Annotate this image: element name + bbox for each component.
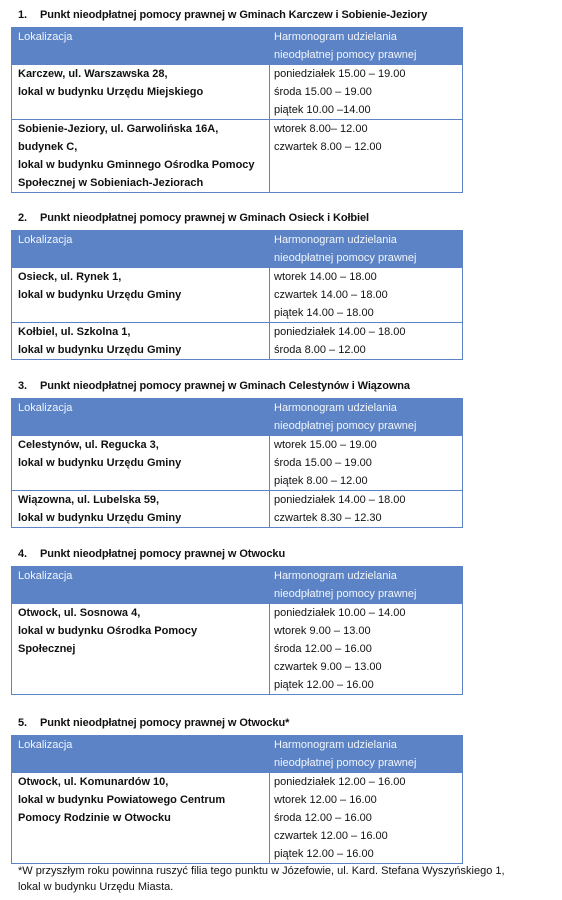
section-title bbox=[18, 380, 410, 392]
location-cell bbox=[12, 491, 270, 528]
header-location bbox=[12, 231, 270, 268]
schedule-line: czwartek 12.00 – 16.00 bbox=[274, 830, 388, 842]
table-row bbox=[12, 436, 463, 491]
table-row bbox=[12, 604, 463, 695]
location-line: lokal w budynku Ośrodka Pomocy bbox=[18, 625, 198, 637]
section-title bbox=[18, 9, 427, 21]
schedule-line: środa 15.00 – 19.00 bbox=[274, 457, 372, 469]
schedule-line: wtorek 12.00 – 16.00 bbox=[274, 794, 377, 806]
section-number: 2. bbox=[18, 212, 27, 224]
table-row bbox=[12, 65, 463, 120]
schedule-line: piątek 12.00 – 16.00 bbox=[274, 848, 374, 860]
schedule-table bbox=[11, 27, 463, 193]
schedule-table bbox=[11, 566, 463, 695]
location-line: Wiązowna, ul. Lubelska 59, bbox=[18, 494, 160, 506]
schedule-cell bbox=[270, 491, 463, 528]
section-title bbox=[18, 212, 369, 224]
header-location bbox=[12, 736, 270, 773]
location-line: lokal w budynku Urzędu Gminy bbox=[18, 457, 182, 469]
location-cell bbox=[12, 65, 270, 120]
schedule-line: wtorek 8.00– 12.00 bbox=[274, 123, 368, 135]
location-line: Osieck, ul. Rynek 1, bbox=[18, 271, 122, 283]
header-schedule bbox=[270, 399, 463, 436]
schedule-line: wtorek 14.00 – 18.00 bbox=[274, 271, 377, 283]
footnote bbox=[18, 863, 558, 895]
location-line: Społecznej bbox=[18, 643, 76, 655]
schedule-table bbox=[11, 230, 463, 360]
schedule-line: piątek 10.00 –14.00 bbox=[274, 104, 371, 116]
header-schedule-label: Harmonogram udzielania bbox=[274, 31, 397, 43]
header-location-label: Lokalizacja bbox=[18, 31, 73, 43]
schedule-line: poniedziałek 10.00 – 14.00 bbox=[274, 607, 406, 619]
header-location-label: Lokalizacja bbox=[18, 234, 73, 246]
header-schedule bbox=[270, 231, 463, 268]
location-line: Celestynów, ul. Regucka 3, bbox=[18, 439, 159, 451]
schedule-line: środa 12.00 – 16.00 bbox=[274, 812, 372, 824]
location-line: Otwock, ul. Sosnowa 4, bbox=[18, 607, 141, 619]
location-cell bbox=[12, 773, 270, 864]
location-line: Społecznej w Sobieniach-Jeziorach bbox=[18, 177, 204, 189]
section-number: 5. bbox=[18, 717, 27, 729]
schedule-cell bbox=[270, 268, 463, 323]
schedule-line: poniedziałek 12.00 – 16.00 bbox=[274, 776, 406, 788]
table-row bbox=[12, 120, 463, 193]
schedule-table bbox=[11, 735, 463, 864]
header-schedule-label: Harmonogram udzielania bbox=[274, 570, 397, 582]
location-cell bbox=[12, 604, 270, 695]
header-schedule-label: nieodpłatnej pomocy prawnej bbox=[274, 252, 417, 264]
header-location bbox=[12, 28, 270, 65]
section-title-text: Punkt nieodpłatnej pomocy prawnej w Gminach Osieck i Kołbiel bbox=[40, 212, 369, 224]
header-location bbox=[12, 399, 270, 436]
schedule-table bbox=[11, 398, 463, 528]
header-schedule bbox=[270, 567, 463, 604]
location-line: lokal w budynku Urzędu Miejskiego bbox=[18, 86, 204, 98]
footnote-line: *W przyszłym roku powinna ruszyć filia tego punktu w Józefowie, ul. Kard. Stefana Wyszyńskiego 1, bbox=[18, 865, 505, 877]
schedule-cell bbox=[270, 323, 463, 360]
schedule-line: piątek 8.00 – 12.00 bbox=[274, 475, 368, 487]
schedule-line: piątek 12.00 – 16.00 bbox=[274, 679, 374, 691]
location-line: lokal w budynku Urzędu Gminy bbox=[18, 289, 182, 301]
schedule-line: piątek 14.00 – 18.00 bbox=[274, 307, 374, 319]
table-header-row bbox=[12, 567, 463, 604]
location-cell bbox=[12, 436, 270, 491]
section-title-text: Punkt nieodpłatnej pomocy prawnej w Otwocku* bbox=[40, 717, 290, 729]
table-header-row bbox=[12, 231, 463, 268]
table-row bbox=[12, 268, 463, 323]
location-line: Kołbiel, ul. Szkolna 1, bbox=[18, 326, 131, 338]
header-schedule-label: Harmonogram udzielania bbox=[274, 402, 397, 414]
schedule-cell bbox=[270, 773, 463, 864]
schedule-line: wtorek 15.00 – 19.00 bbox=[274, 439, 377, 451]
schedule-line: wtorek 9.00 – 13.00 bbox=[274, 625, 371, 637]
section-number: 3. bbox=[18, 380, 27, 392]
header-schedule-label: nieodpłatnej pomocy prawnej bbox=[274, 757, 417, 769]
table-row bbox=[12, 323, 463, 360]
schedule-line: czwartek 8.00 – 12.00 bbox=[274, 141, 382, 153]
section-title-text: Punkt nieodpłatnej pomocy prawnej w Gminach Karczew i Sobienie-Jeziory bbox=[40, 9, 428, 21]
header-schedule-label: nieodpłatnej pomocy prawnej bbox=[274, 49, 417, 61]
schedule-line: poniedziałek 14.00 – 18.00 bbox=[274, 326, 406, 338]
schedule-line: czwartek 14.00 – 18.00 bbox=[274, 289, 388, 301]
schedule-line: czwartek 9.00 – 13.00 bbox=[274, 661, 382, 673]
header-location-label: Lokalizacja bbox=[18, 402, 73, 414]
location-cell bbox=[12, 120, 270, 193]
header-schedule-label: nieodpłatnej pomocy prawnej bbox=[274, 420, 417, 432]
schedule-line: środa 8.00 – 12.00 bbox=[274, 344, 366, 356]
section-title-text: Punkt nieodpłatnej pomocy prawnej w Gminach Celestynów i Wiązowna bbox=[40, 380, 410, 392]
schedule-line: środa 15.00 – 19.00 bbox=[274, 86, 372, 98]
table-header-row bbox=[12, 28, 463, 65]
table-row bbox=[12, 773, 463, 864]
schedule-line: środa 12.00 – 16.00 bbox=[274, 643, 372, 655]
section-number: 4. bbox=[18, 548, 27, 560]
location-line: Otwock, ul. Komunardów 10, bbox=[18, 776, 169, 788]
section-title bbox=[18, 717, 289, 729]
section-title-text: Punkt nieodpłatnej pomocy prawnej w Otwocku bbox=[40, 548, 286, 560]
location-line: lokal w budynku Urzędu Gminy bbox=[18, 344, 182, 356]
location-cell bbox=[12, 268, 270, 323]
location-line: Sobienie-Jeziory, ul. Garwolińska 16A, bbox=[18, 123, 219, 135]
header-schedule bbox=[270, 28, 463, 65]
location-line: lokal w budynku Urzędu Gminy bbox=[18, 512, 182, 524]
footnote-line: lokal w budynku Urzędu Miasta. bbox=[18, 881, 174, 893]
location-line: Pomocy Rodzinie w Otwocku bbox=[18, 812, 171, 824]
table-header-row bbox=[12, 399, 463, 436]
location-line: lokal w budynku Gminnego Ośrodka Pomocy bbox=[18, 159, 255, 171]
schedule-line: poniedziałek 15.00 – 19.00 bbox=[274, 68, 406, 80]
section-title bbox=[18, 548, 285, 560]
table-header-row bbox=[12, 736, 463, 773]
schedule-cell bbox=[270, 604, 463, 695]
header-schedule-label: Harmonogram udzielania bbox=[274, 739, 397, 751]
header-schedule-label: nieodpłatnej pomocy prawnej bbox=[274, 588, 417, 600]
schedule-cell bbox=[270, 65, 463, 120]
schedule-cell bbox=[270, 436, 463, 491]
table-row bbox=[12, 491, 463, 528]
schedule-line: poniedziałek 14.00 – 18.00 bbox=[274, 494, 406, 506]
header-location-label: Lokalizacja bbox=[18, 570, 73, 582]
header-location bbox=[12, 567, 270, 604]
section-number: 1. bbox=[18, 9, 27, 21]
schedule-cell bbox=[270, 120, 463, 193]
location-cell bbox=[12, 323, 270, 360]
schedule-line: czwartek 8.30 – 12.30 bbox=[274, 512, 382, 524]
location-line: lokal w budynku Powiatowego Centrum bbox=[18, 794, 226, 806]
header-schedule bbox=[270, 736, 463, 773]
location-line: budynek C, bbox=[18, 141, 78, 153]
header-schedule-label: Harmonogram udzielania bbox=[274, 234, 397, 246]
header-location-label: Lokalizacja bbox=[18, 739, 73, 751]
location-line: Karczew, ul. Warszawska 28, bbox=[18, 68, 168, 80]
